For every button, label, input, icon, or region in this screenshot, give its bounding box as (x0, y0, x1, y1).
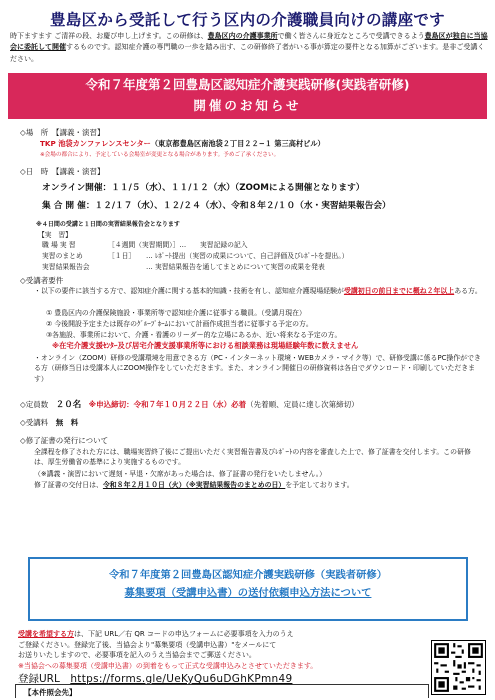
dates-note: ※４日間の受講と１日間の実習結果報告会となります (36, 221, 180, 228)
certificate-p3: 修了証書の交付日は、令和８年２月１０日（火）（※実習結果報告のまとめの日）を予定しております。 (34, 481, 354, 489)
qr-code-icon[interactable] (431, 640, 486, 695)
certificate-p1: 全課程を修了された方には、職場実習終了後にご提出いただく実習報告書及びﾚﾎﾟｰﾄの内容を審査した上で、修了証書を交付します。この研修は、厚生労働省の基準により実施するものです。 (34, 448, 471, 467)
dates-row: ◇日 時 【講義・演習】 (20, 167, 105, 176)
contact-box (15, 684, 429, 698)
practice-period-2: ［１日］ (108, 252, 136, 260)
eligibility-note: ※在宅介護支援ｾﾝﾀｰ及び居宅介護支援事業所等における相談業務は現場経験年数に数えません (52, 341, 359, 350)
capacity-count: ２０名 (55, 400, 82, 410)
box-line-1: 令和７年度第２回豊島区認知症介護実践研修（実践者研修） (108, 569, 387, 581)
practice-desc-1: 実習記録の記入 (200, 241, 248, 249)
eligibility-item-1: ① 豊島区内の介護保険施設・事業所等で認知症介護に従事する職員。（受講月現在） (46, 309, 306, 317)
venue-address: （東京都豊島区南池袋２丁目２２−１ 第三高村ビル） (150, 139, 325, 148)
eligibility-zoom: ・オンライン（ZOOM）研修の受講環境を用意できる方（PC・インターネット環境・WEBカメラ・マイク等）で、研修受講に係るPC操作ができる方（研修当日は受講本人にZOOM操作をしていただきます。また、オンライン開催日の研修資料は各自でダウンロード・印刷していただきます） (34, 354, 481, 383)
page-title: 豊島区から受託して行う区内の介護職員向けの講座です (49, 11, 445, 29)
practice-desc-3: … 実習結果報告を通してまとめについて実習の成果を発表 (146, 263, 325, 271)
eligibility-label: ◇受講者要件 (20, 276, 64, 285)
event-banner (8, 73, 487, 119)
venue-name: TKP 池袋カンファレンスセンター (40, 139, 151, 148)
url-label: 登録URL (18, 673, 60, 685)
fee-row: ◇受講料 無 料 (20, 418, 79, 427)
eligibility-main: ・以下の要件に該当する方で、認知症介護に関する基本的知識・技術を有し、認知症介護現場経験が受講初日の前日までに概ね２年以上ある方。 (34, 287, 482, 295)
venue-line (40, 139, 325, 149)
gathering-dates: 集 合 開 催：１２/１７（水）、１２/２４（水）、令和８年２/１０（水・実習結果報告会） (42, 201, 391, 211)
practice-name-1: 職 場 実 習 (42, 241, 76, 249)
eligibility-item-3: ③各施設、事業所において、介護・看護のリーダー的な立場にあるか、近い将来なる予定の方。 (46, 331, 342, 339)
venue-row: ◇場 所 【講義・演習】 (20, 128, 105, 137)
banner-subtitle: 開催のお知らせ (193, 98, 302, 113)
practice-name-2: 実習のまとめ (42, 252, 83, 260)
practice-heading: 【実 習】 (38, 231, 72, 239)
intro-paragraph: 時下ますます ご清祥の段、お慶び申し上げます。この研修は、豊島区内の介護事業所で働く皆さんに身近なところで受講できるよう豊島区が独自に当協会に委託して開催するものです。認知症介護の専門職の一歩を踏み出す、この研修終了者がいる事が算定の要件となる加算がございます。是非ご受講ください。 (10, 32, 488, 63)
application-method-box (28, 557, 468, 621)
contact-heading: 【本件照会先】 (24, 688, 77, 697)
online-dates: オンライン開催：１１/５（水）、１１/１２（水）（ZOOMによる開催となります） (42, 183, 365, 193)
certificate-label: ◇修了証書の発行について (20, 436, 109, 445)
banner-title: 令和７年度第２回豊島区認知症介護実践研修(実践者研修) (85, 77, 410, 92)
deadline: ※申込締切：令和７年１０月２２日（水）必着 (88, 400, 247, 409)
practice-period-1: ［４週間（実習期間）］… (108, 241, 187, 249)
registration-link[interactable]: https://forms.gle/UeKyQu6uDGhKPmn49 (70, 673, 293, 685)
apply-instructions: 受講を希望する方は、下記 URL／右 QR コードの申込フォームに必要事項を入力のうえ ご登録ください。登録完了後、当協会より"募集要項（受講申込書）"をメールにて お送りいたしますので、必要事項を記入のうえ当協会までご郵送ください。 ※当協会への募集要項（受講申込書）の到着をもって正式な受講申込みとさせていただきます。 (18, 630, 318, 670)
practice-name-3: 実習結果報告会 (42, 263, 90, 271)
fee-value: 無 料 (55, 418, 79, 427)
venue-note: ※会場の都合により、予定している会場室が変更となる場合があります。予めご了承ください。 (40, 152, 280, 158)
certificate-p2: （※講義・演習において遅刻・早退・欠席があった場合は、修了証書の発行をいたしません。） (34, 470, 327, 478)
practice-desc-2: … ﾚﾎﾟｰﾄ提出（実習の成果について、自己評価及びﾚﾎﾟｰﾄを提出。） (146, 252, 349, 260)
capacity-row: ◇定員数 ２０名 ※申込締切：令和７年１０月２２日（水）必着（先着順、定員に達し次第締切） (20, 400, 359, 410)
eligibility-item-2: ② 今後開設予定または既存のｸﾞﾙｰﾌﾟﾎｰﾑにおいて計画作成担当者に従事する予定の方。 (46, 320, 313, 328)
box-line-2: 募集要項（受講申込書）の送付依頼申込方法について (124, 587, 372, 599)
